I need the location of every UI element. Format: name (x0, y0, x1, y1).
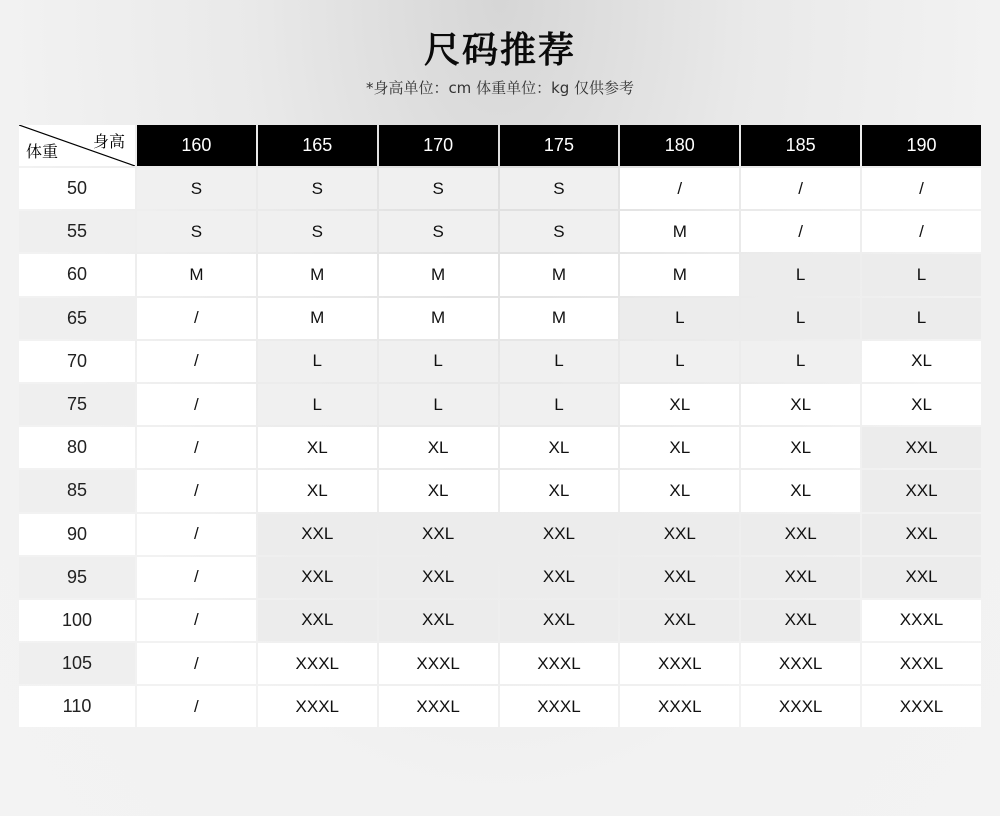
height-header-cell: 175 (500, 125, 619, 166)
size-cell: L (379, 341, 498, 382)
size-cell: S (137, 168, 256, 209)
size-cell: M (258, 254, 377, 295)
size-cell: S (379, 211, 498, 252)
size-cell: M (137, 254, 256, 295)
size-cell: M (379, 254, 498, 295)
size-cell: S (379, 168, 498, 209)
height-axis-label: 身高 (92, 132, 125, 151)
table-row (19, 686, 981, 727)
size-cell: L (862, 254, 981, 295)
size-cell: XXL (500, 557, 619, 598)
size-cell: XXL (862, 514, 981, 555)
weight-cell: 105 (19, 643, 135, 684)
size-cell: S (258, 168, 377, 209)
size-cell: M (620, 211, 739, 252)
size-cell: XL (258, 427, 377, 468)
size-cell: XXXL (741, 686, 860, 727)
size-cell: XXXL (258, 643, 377, 684)
size-cell: XXXL (862, 600, 981, 641)
page-title: 尺码推荐 (423, 30, 576, 71)
units-note: *身高单位：cm 体重单位：kg 仅供参考 (365, 79, 635, 97)
size-cell: XXL (620, 514, 739, 555)
size-cell: M (379, 298, 498, 339)
size-cell: / (137, 557, 256, 598)
size-cell: L (620, 298, 739, 339)
size-cell: XL (862, 341, 981, 382)
size-cell: S (500, 168, 619, 209)
size-cell: L (258, 384, 377, 425)
table-row (19, 557, 981, 598)
table-row (19, 643, 981, 684)
height-header-cell: 190 (862, 125, 981, 166)
size-cell: M (500, 298, 619, 339)
size-cell: XXL (258, 600, 377, 641)
table-row (19, 427, 981, 468)
weight-cell: 60 (19, 254, 135, 295)
weight-cell: 100 (19, 600, 135, 641)
height-header-cell: 165 (258, 125, 377, 166)
height-header-cell: 170 (379, 125, 498, 166)
size-cell: XXXL (500, 643, 619, 684)
height-header-cell: 160 (137, 125, 256, 166)
size-cell: / (137, 384, 256, 425)
size-cell: L (500, 341, 619, 382)
size-cell: L (741, 341, 860, 382)
weight-cell: 50 (19, 168, 135, 209)
size-cell: XL (862, 384, 981, 425)
table-row (19, 470, 981, 511)
size-cell: XXL (741, 600, 860, 641)
weight-axis-label: 体重 (26, 142, 59, 161)
size-cell: XXL (500, 514, 619, 555)
size-cell: XL (741, 470, 860, 511)
size-cell: / (137, 427, 256, 468)
table-row (19, 211, 981, 252)
size-cell: XXL (862, 470, 981, 511)
size-cell: XXL (258, 557, 377, 598)
weight-cell: 85 (19, 470, 135, 511)
corner-header-cell (19, 125, 135, 166)
size-cell: XXL (620, 600, 739, 641)
size-cell: XL (620, 427, 739, 468)
size-cell: XXL (258, 514, 377, 555)
size-cell: XXXL (862, 643, 981, 684)
weight-cell: 75 (19, 384, 135, 425)
size-cell: XXL (379, 514, 498, 555)
size-cell: XL (379, 470, 498, 511)
size-chart-table (17, 123, 983, 729)
size-cell: / (741, 168, 860, 209)
table-row (19, 168, 981, 209)
table-row (19, 254, 981, 295)
weight-cell: 70 (19, 341, 135, 382)
size-cell: XL (500, 427, 619, 468)
size-cell: / (137, 470, 256, 511)
size-cell: XXL (379, 557, 498, 598)
size-cell: / (862, 168, 981, 209)
size-cell: L (741, 298, 860, 339)
size-cell: / (862, 211, 981, 252)
size-cell: L (500, 384, 619, 425)
weight-cell: 110 (19, 686, 135, 727)
size-cell: XXXL (862, 686, 981, 727)
size-cell: XXXL (620, 643, 739, 684)
size-cell: M (258, 298, 377, 339)
size-cell: XL (741, 427, 860, 468)
height-header-cell: 185 (741, 125, 860, 166)
weight-cell: 65 (19, 298, 135, 339)
size-cell: L (379, 384, 498, 425)
size-cell: S (258, 211, 377, 252)
table-row (19, 514, 981, 555)
size-cell: L (258, 341, 377, 382)
size-cell: XXXL (379, 686, 498, 727)
size-cell: / (741, 211, 860, 252)
size-cell: M (500, 254, 619, 295)
size-cell: XXL (620, 557, 739, 598)
size-cell: XL (741, 384, 860, 425)
size-cell: / (137, 298, 256, 339)
size-chart-body (19, 168, 981, 727)
size-cell: / (137, 600, 256, 641)
size-cell: XL (500, 470, 619, 511)
weight-cell: 95 (19, 557, 135, 598)
size-cell: L (620, 341, 739, 382)
table-row (19, 600, 981, 641)
size-cell: XXL (379, 600, 498, 641)
height-header-row (19, 125, 981, 166)
size-cell: XL (258, 470, 377, 511)
weight-cell: 80 (19, 427, 135, 468)
size-cell: XXXL (741, 643, 860, 684)
table-row (19, 341, 981, 382)
size-cell: L (741, 254, 860, 295)
size-cell: / (137, 643, 256, 684)
size-cell: S (137, 211, 256, 252)
size-cell: / (137, 341, 256, 382)
size-cell: XXL (741, 514, 860, 555)
table-row (19, 298, 981, 339)
size-cell: XXXL (620, 686, 739, 727)
size-cell: S (500, 211, 619, 252)
size-cell: XL (379, 427, 498, 468)
weight-cell: 90 (19, 514, 135, 555)
size-cell: XXL (862, 427, 981, 468)
size-cell: M (620, 254, 739, 295)
size-cell: XXL (741, 557, 860, 598)
size-cell: XXXL (379, 643, 498, 684)
size-cell: XXL (500, 600, 619, 641)
size-cell: L (862, 298, 981, 339)
table-row (19, 384, 981, 425)
size-cell: / (620, 168, 739, 209)
size-cell: XXXL (258, 686, 377, 727)
size-cell: XL (620, 384, 739, 425)
size-cell: / (137, 686, 256, 727)
size-cell: XXXL (500, 686, 619, 727)
size-cell: XXL (862, 557, 981, 598)
size-cell: / (137, 514, 256, 555)
size-cell: XL (620, 470, 739, 511)
height-header-cell: 180 (620, 125, 739, 166)
weight-cell: 55 (19, 211, 135, 252)
